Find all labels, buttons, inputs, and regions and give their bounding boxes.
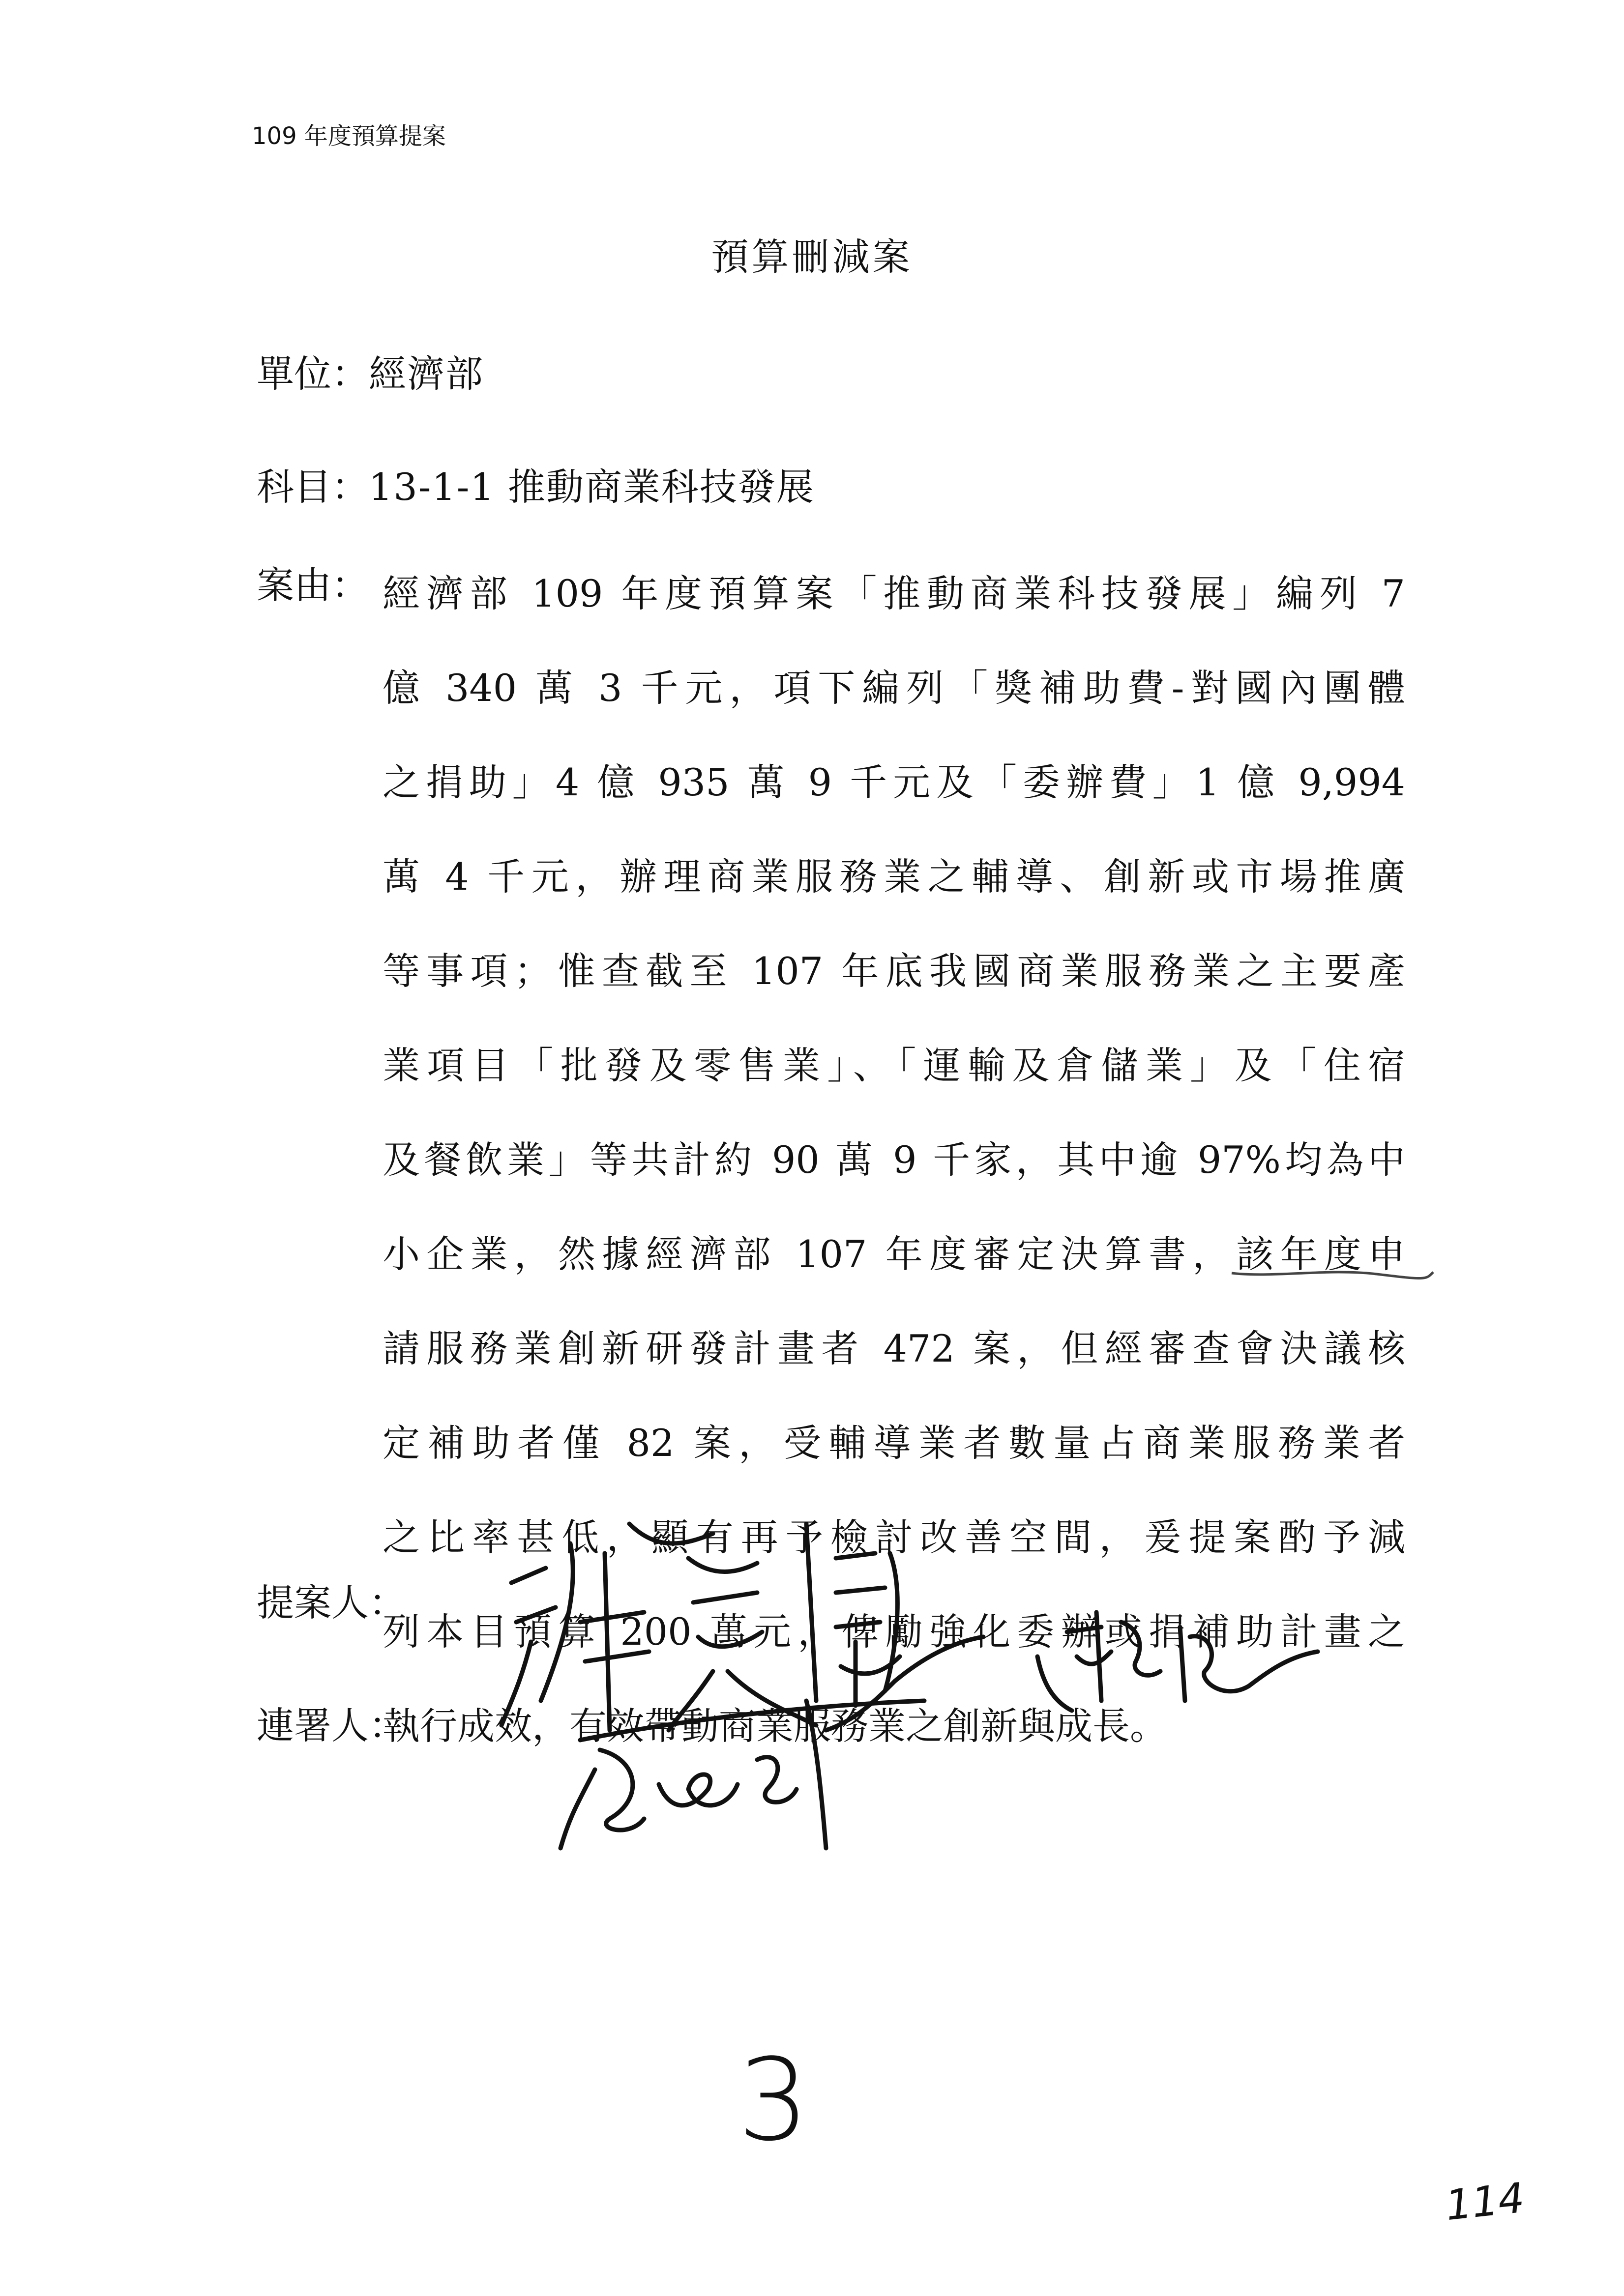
reason-line: 等事項；惟查截至 107 年底我國商業服務業之主要產: [383, 949, 1405, 993]
reason-line: 萬 4 千元，辦理商業服務業之輔導、創新或市場推廣: [383, 855, 1405, 899]
page-number: 3: [738, 2035, 810, 2166]
reason-line: 請服務業創新研發計畫者 472 案，但經審查會決議核: [383, 1327, 1405, 1370]
reason-line: 定補助者僅 82 案，受輔導業者數量占商業服務業者: [383, 1421, 1405, 1465]
reason-line: 及餐飲業」等共計約 90 萬 9 千家，其中逾 97%均為中: [383, 1138, 1405, 1182]
reason-label: 案由：: [257, 563, 369, 607]
page-title: 預算刪減案: [711, 235, 913, 279]
pen-underline-mark: [1229, 1258, 1436, 1288]
subject-row: [257, 457, 815, 511]
reason-line: 經濟部 109 年度預算案「推動商業科技發展」編列 7: [383, 572, 1405, 615]
unit-row: [257, 344, 484, 398]
reason-line: 之捐助」4 億 935 萬 9 千元及「委辦費」1 億 9,994: [383, 760, 1405, 804]
subject-label: 科目：: [257, 465, 369, 509]
reason-line: 業項目「批發及零售業」、「運輸及倉儲業」及「住宿: [383, 1044, 1405, 1087]
document-header: 109 年度預算提案: [252, 122, 446, 150]
unit-value: 經濟部: [369, 352, 484, 396]
handwritten-signatures: [482, 1494, 1485, 1868]
handwritten-page-number: 114: [1443, 2173, 1527, 2230]
reason-line: 小企業，然據經濟部 107 年度審定決算書，該年度申: [383, 1232, 1405, 1276]
reason-line: 億 340 萬 3 千元，項下編列「獎補助費-對國內團體: [383, 666, 1405, 710]
reason-line: 之比率甚低，顯有再予檢討改善空間，爰提案酌予減: [383, 1515, 1405, 1559]
unit-label: 單位：: [257, 352, 369, 396]
reason-line: 執行成效，有效帶動商業服務業之創新與成長。: [383, 1704, 1167, 1748]
proposer-label: 提案人：: [257, 1581, 406, 1625]
subject-value: 13-1-1 推動商業科技發展: [369, 465, 815, 509]
cosigner-label: 連署人：: [257, 1704, 406, 1747]
reason-line: 列本目預算 200 萬元，俾勵強化委辦或捐補助計畫之: [383, 1610, 1405, 1654]
